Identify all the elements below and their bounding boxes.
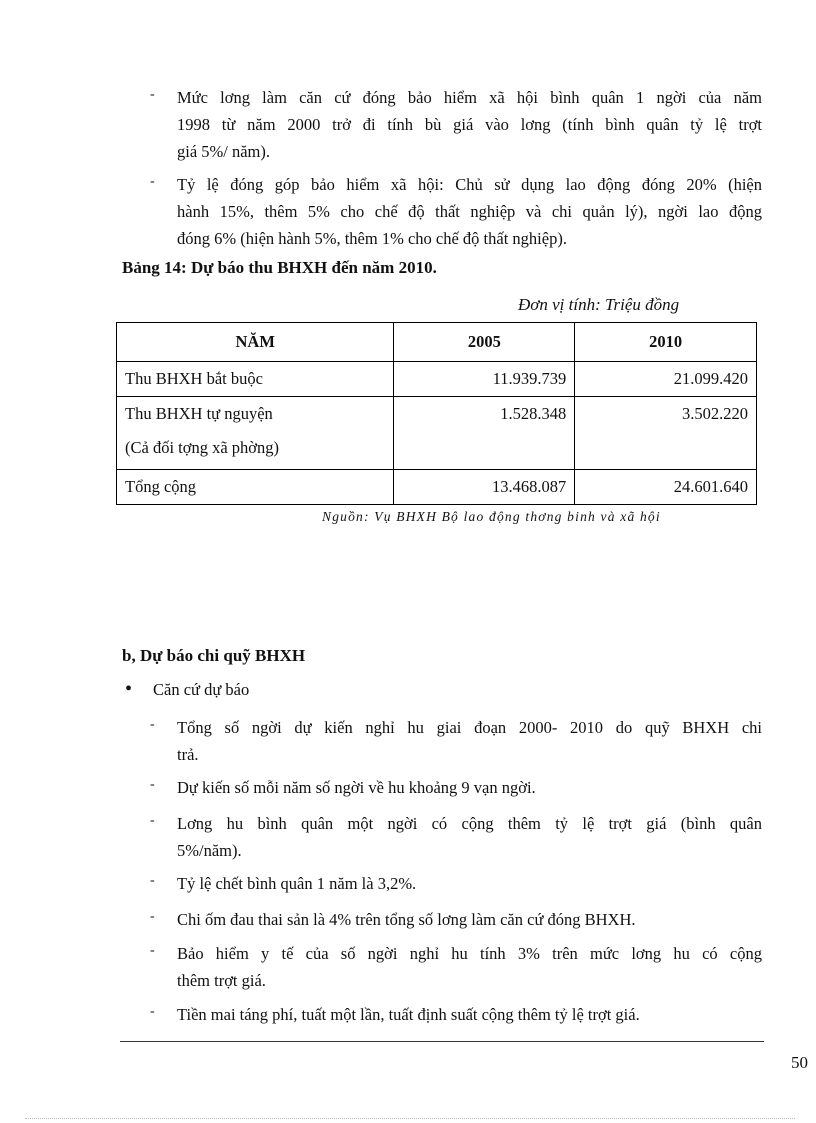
value-2010: 24.601.640 bbox=[575, 470, 757, 505]
dash-bullet-icon: - bbox=[150, 1004, 155, 1019]
bullet-text-line: trả. bbox=[177, 745, 199, 764]
dash-bullet-icon: - bbox=[150, 777, 155, 792]
table-source: Nguồn: Vụ BHXH Bộ lao động thơng binh và xã hội bbox=[322, 509, 661, 524]
bullet-text-line: Dự kiến số mỗi năm số ngời về hu khoảng 9 vạn ngời. bbox=[177, 778, 536, 797]
dash-bullet-icon: - bbox=[150, 87, 155, 102]
table-row bbox=[117, 397, 757, 470]
row-label-cell bbox=[117, 397, 394, 470]
dash-bullet-icon: - bbox=[150, 813, 155, 828]
footer-divider bbox=[120, 1041, 764, 1042]
table-row bbox=[117, 362, 757, 397]
bullet-text-line: 1998 từ năm 2000 trở đi tính bù giá vào lơng (tính bình quân tỷ lệ trợt bbox=[177, 115, 762, 134]
page-number: 50 bbox=[791, 1053, 808, 1072]
dash-bullet-icon: - bbox=[150, 873, 155, 888]
bullet-text-line: Tỷ lệ chết bình quân 1 năm là 3,2%. bbox=[177, 874, 417, 893]
section-heading: b, Dự báo chi quỹ BHXH bbox=[122, 646, 306, 665]
header-cell: NĂM bbox=[117, 323, 394, 362]
row-label: Thu BHXH bắt buộc bbox=[117, 362, 394, 397]
page-bottom-border bbox=[25, 1118, 795, 1119]
table-header-row bbox=[117, 323, 757, 362]
row-label: Thu BHXH tự nguyện bbox=[125, 404, 273, 423]
header-cell: 2005 bbox=[394, 323, 575, 362]
dash-bullet-icon: - bbox=[150, 717, 155, 732]
bullet-text-line: 5%/năm). bbox=[177, 841, 242, 860]
bullet-text-line: Tiền mai táng phí, tuất một lần, tuất định suất cộng thêm tỷ lệ trợt giá. bbox=[177, 1005, 640, 1024]
bullet-text-line: Mức lơng làm căn cứ đóng bảo hiểm xã hội bình quân 1 ngời của năm bbox=[177, 88, 762, 107]
value-2005: 11.939.739 bbox=[394, 362, 575, 397]
value-2010: 3.502.220 bbox=[575, 397, 757, 470]
dash-bullet-icon: - bbox=[150, 909, 155, 924]
bullet-text-line: hành 15%, thêm 5% cho chế độ thất nghiệp và chi quản lý), ngời lao động bbox=[177, 202, 762, 221]
table-caption: Bảng 14: Dự báo thu BHXH đến năm 2010. bbox=[122, 258, 437, 277]
bullet-text-line: đóng 6% (hiện hành 5%, thêm 1% cho chế độ thất nghiệp). bbox=[177, 229, 567, 248]
dot-item-label: Căn cứ dự báo bbox=[153, 680, 250, 699]
value-2005: 13.468.087 bbox=[394, 470, 575, 505]
bullet-text-line: Lơng hu bình quân một ngời có cộng thêm tỷ lệ trợt giá (bình quân bbox=[177, 814, 762, 833]
bullet-text-line: Tỷ lệ đóng góp bảo hiểm xã hội: Chủ sử dụng lao động đóng 20% (hiện bbox=[177, 175, 762, 194]
row-label-sub: (Cả đối tợng xã phờng) bbox=[125, 438, 280, 457]
unit-note: Đơn vị tính: Triệu đồng bbox=[518, 295, 680, 314]
dash-bullet-icon: - bbox=[150, 943, 155, 958]
bullet-text-line: Tổng số ngời dự kiến nghỉ hu giai đoạn 2000- 2010 do quỹ BHXH chi bbox=[177, 718, 762, 737]
bullet-text-line: thêm trợt giá. bbox=[177, 971, 266, 990]
bullet-text-line: Chi ốm đau thai sản là 4% trên tổng số lơng làm căn cứ đóng BHXH. bbox=[177, 910, 636, 929]
dash-bullet-icon: - bbox=[150, 174, 155, 189]
forecast-table bbox=[116, 322, 757, 505]
value-2005: 1.528.348 bbox=[394, 397, 575, 470]
bullet-text-line: Bảo hiểm y tế của số ngời nghỉ hu tính 3% trên mức lơng hu có cộng bbox=[177, 944, 762, 963]
bullet-text-line: giá 5%/ năm). bbox=[177, 142, 271, 161]
table-row bbox=[117, 470, 757, 505]
bullet-dot-icon: • bbox=[125, 678, 133, 700]
row-label: Tổng cộng bbox=[117, 470, 394, 505]
header-cell: 2010 bbox=[575, 323, 757, 362]
value-2010: 21.099.420 bbox=[575, 362, 757, 397]
